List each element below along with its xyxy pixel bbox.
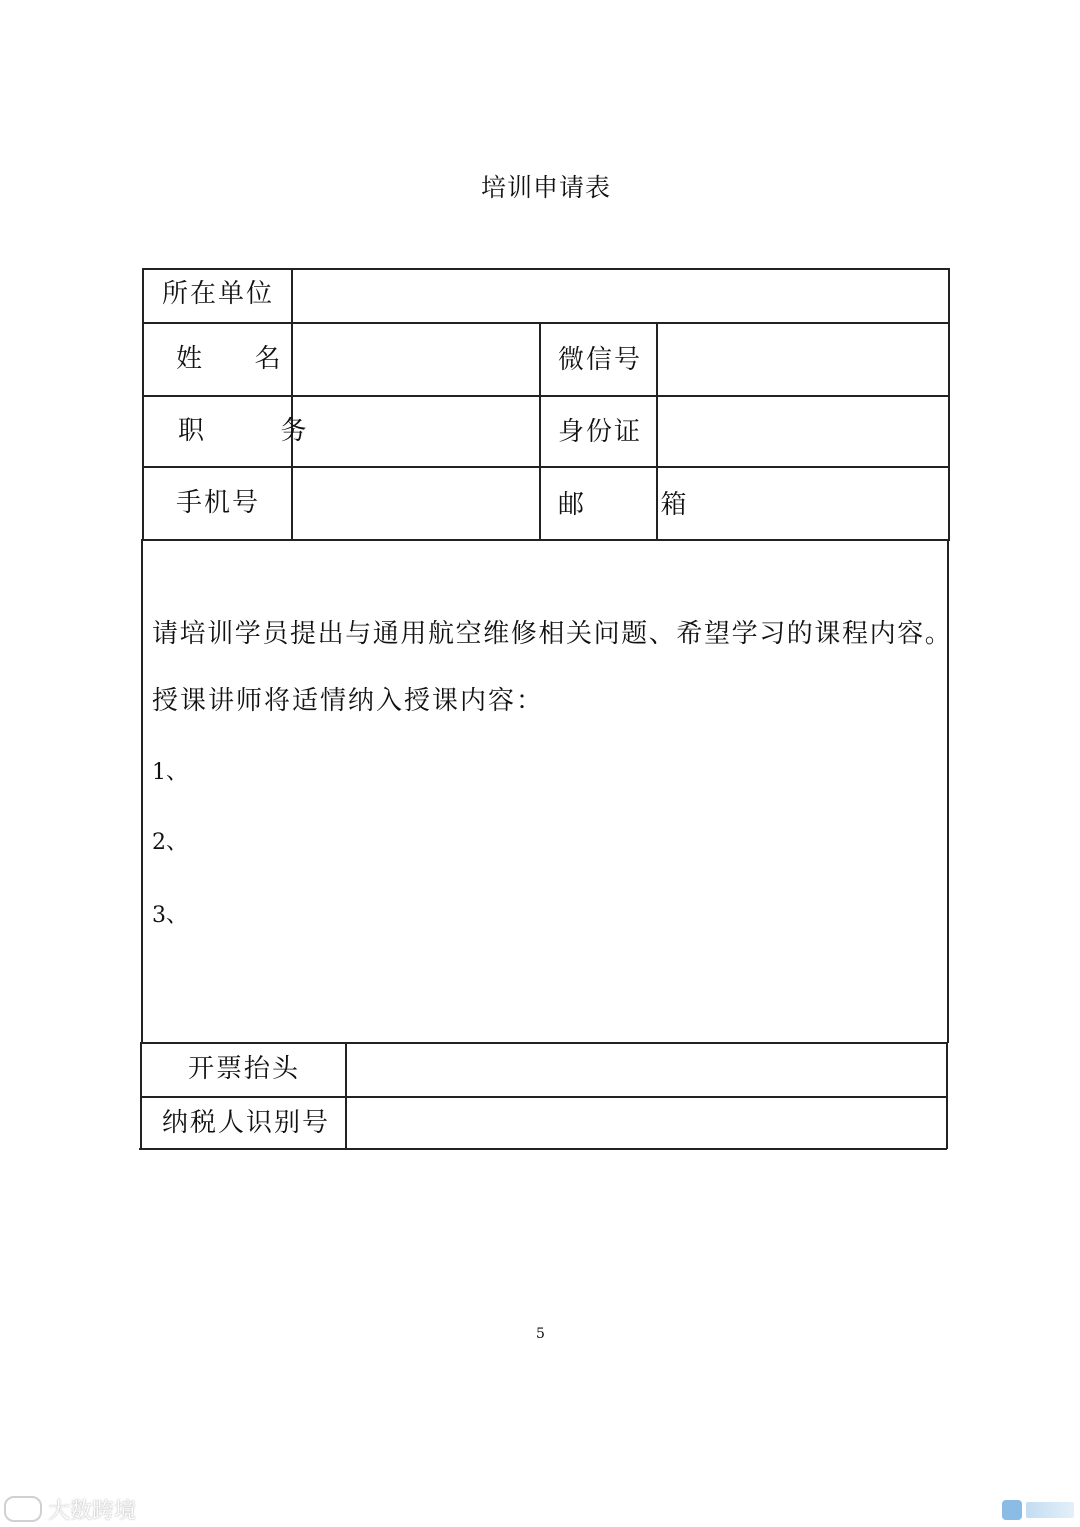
id-card-label: 身份证 [558, 417, 643, 447]
position-field[interactable] [294, 397, 538, 465]
taxpayer-id-field[interactable] [348, 1098, 945, 1147]
email-field[interactable] [659, 468, 947, 538]
wechat-label: 微信号 [558, 345, 643, 375]
column-divider [345, 1042, 347, 1149]
watermark [4, 1494, 136, 1524]
table-row-divider [143, 539, 950, 541]
unit-label: 所在单位 [162, 279, 275, 309]
brand-logo-wordmark [1026, 1502, 1074, 1518]
brand-logo-icon [1002, 1500, 1022, 1520]
course-content-area[interactable] [200, 750, 930, 1030]
list-item-number: 3、 [152, 903, 188, 928]
table-border-left [140, 1042, 142, 1149]
column-divider [291, 268, 293, 540]
watermark-brand [1002, 1500, 1074, 1520]
invoice-title-field[interactable] [348, 1044, 945, 1095]
table-border-right [946, 1042, 948, 1149]
invoice-title-label: 开票抬头 [188, 1054, 301, 1084]
id-card-field[interactable] [659, 397, 947, 465]
watermark-text: 大数跨境 [48, 1498, 137, 1524]
position-label: 职 务 [178, 416, 327, 446]
table-border-left [142, 268, 144, 540]
phone-field[interactable] [294, 468, 538, 538]
table-border-left [141, 539, 143, 1043]
name-field[interactable] [294, 324, 538, 394]
email-label: 邮 箱 [558, 490, 707, 520]
table-border-bottom [139, 1148, 947, 1150]
table-border-right [948, 268, 950, 540]
name-label: 姓 名 [176, 344, 293, 374]
column-divider [539, 322, 541, 540]
list-item-number: 1、 [152, 760, 188, 785]
instruction-line: 授课讲师将适情纳入授课内容： [152, 686, 545, 716]
wechat-field[interactable] [659, 324, 947, 394]
taxpayer-id-label: 纳税人识别号 [162, 1108, 331, 1138]
unit-field[interactable] [294, 270, 947, 321]
watermark-logo-icon [4, 1496, 42, 1522]
instruction-line: 请培训学员提出与通用航空维修相关问题、希望学习的课程内容。 [152, 619, 953, 649]
page-number: 5 [536, 1326, 545, 1342]
list-item-number: 2、 [152, 830, 188, 855]
phone-label: 手机号 [176, 488, 261, 518]
table-border-right [947, 539, 949, 1043]
page-title: 培训申请表 [480, 173, 611, 202]
